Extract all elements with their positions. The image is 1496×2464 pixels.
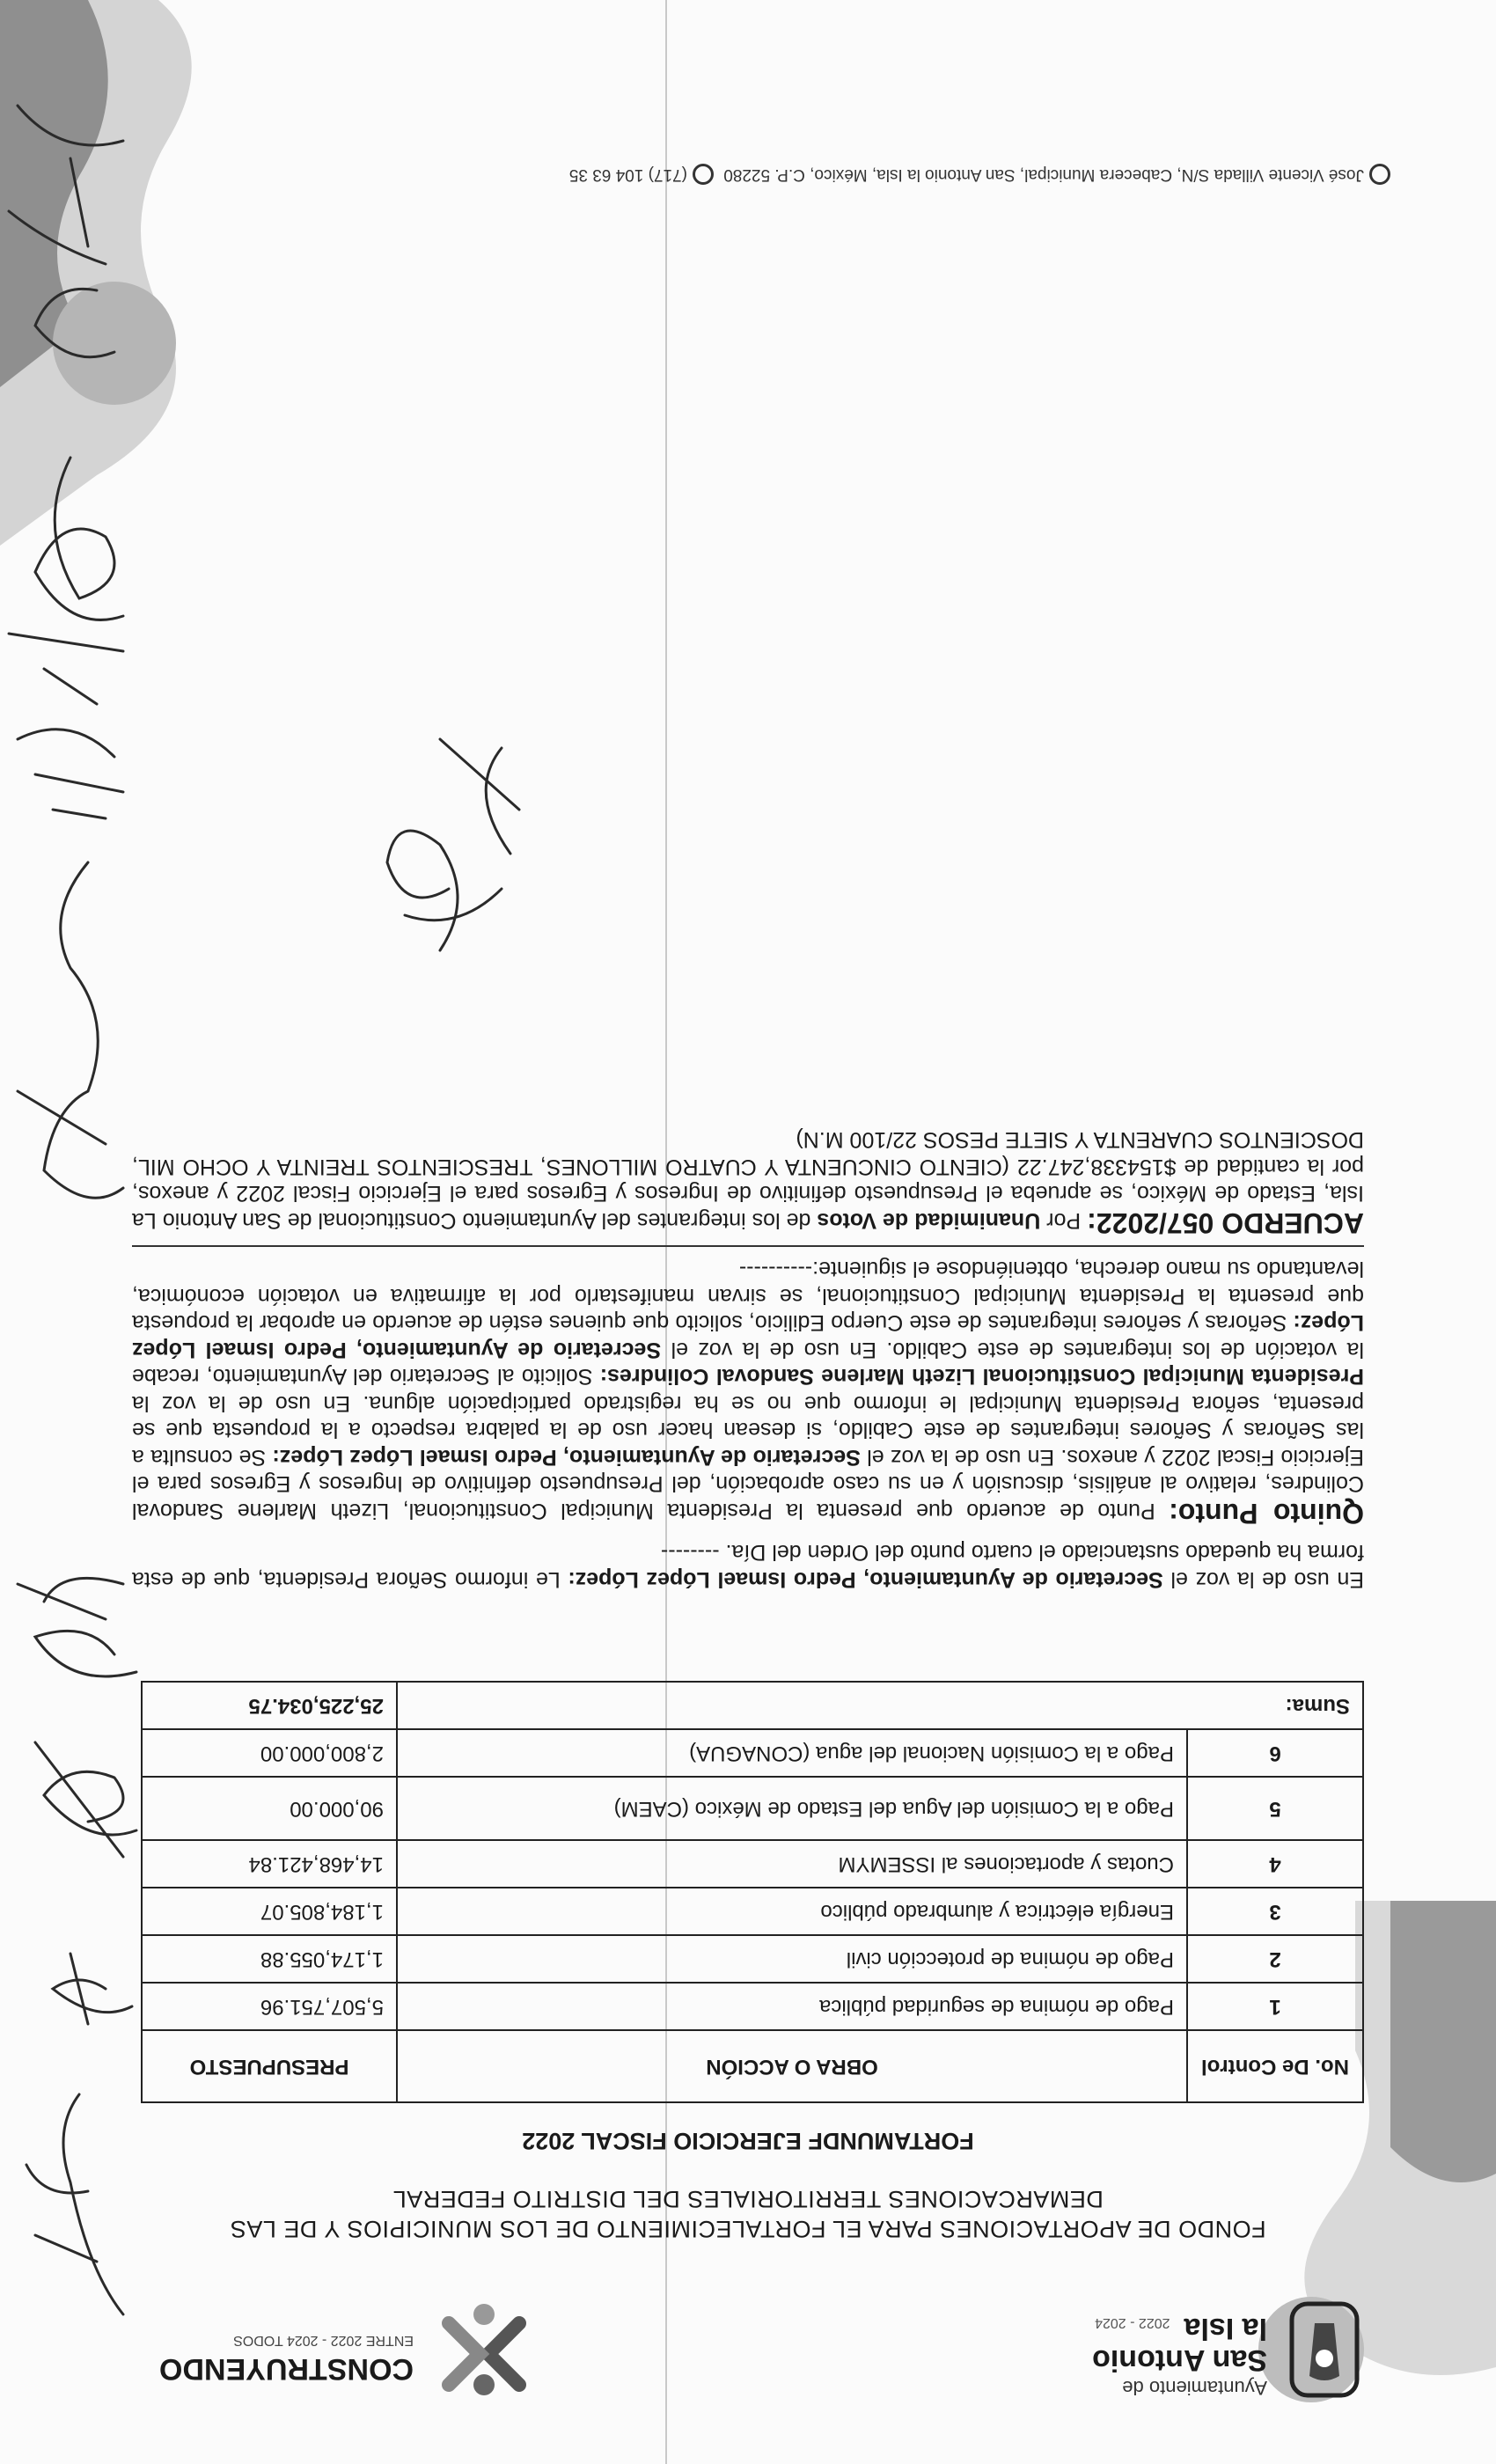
table-row <box>142 1777 1363 1840</box>
row-obra: Pago a la Comisión del Agua del Estado de México (CAEM) <box>397 1777 1187 1840</box>
municipality-logo <box>994 2288 1364 2402</box>
construyendo-emblem-icon <box>431 2297 537 2402</box>
header-no-control: No. De Control <box>1187 2030 1363 2102</box>
logo-years: 2022 - 2024 <box>1095 2315 1170 2330</box>
table-header-row <box>142 2030 1363 2102</box>
text-run: Señoras y señores integrantes de este Cuerpo Edilicio, solicito que quienes estén de acuerdo en aprobar la propuesta que presenta la Presidenta Municipal Constitucional, se sirvan manifestarlo por la afirmativa en votación económica, levantando su mano derecha, obteniéndose el siguiente:---------- <box>132 1257 1364 1336</box>
row-obra: Pago de nómina de seguridad pública <box>397 1983 1187 2030</box>
corner-decoration-bottom-right-icon <box>0 0 220 546</box>
construyendo-subtitle: ENTRE 2022 - 2024 TODOS <box>233 2333 414 2348</box>
table-row <box>142 1983 1363 2030</box>
secretary-name: Secretario de Ayuntamiento, Pedro Ismael López López: <box>272 1445 861 1470</box>
text-run: Solicito al Secretario del Ayuntamiento, recabe la votación de los integrantes de este Cabildo. En uso de la voz el <box>132 1338 1364 1390</box>
text-run: Por <box>1040 1208 1088 1233</box>
paragraph-acuerdo <box>131 1126 1364 1239</box>
logo-line3: la Isla <box>1184 2312 1267 2345</box>
quinto-punto-heading: Quinto Punto: <box>1169 1498 1364 1529</box>
row-monto: 14,468,421.84 <box>142 1840 397 1888</box>
row-obra: Pago a la Comisión Nacional del agua (CONAGUA) <box>397 1729 1187 1777</box>
row-monto: 2,800,000.00 <box>142 1729 397 1777</box>
fondo-title-line2: DEMARCACIONES TERRITORIALES DEL DISTRITO FEDERAL <box>392 2186 1104 2212</box>
row-no: 1 <box>1187 1983 1363 2030</box>
paragraph-quinto-punto <box>132 1256 1364 1527</box>
row-obra: Pago de nómina de protección civil <box>397 1935 1187 1983</box>
logo-line1: Ayuntamiento de <box>1122 2377 1267 2399</box>
row-monto: 5,507,751.96 <box>142 1983 397 2030</box>
text-run: Le informo Señora Presidenta, que de esta forma ha quedado sustanciado el cuarto punto del Orden del Día. -------- <box>132 1540 1364 1592</box>
fiscal-title: FORTAMUNDF EJERCICIO FISCAL 2022 <box>522 2128 974 2154</box>
table-row <box>142 1729 1363 1777</box>
acuerdo-heading: ACUERDO 057/2022: <box>1087 1207 1364 1239</box>
coat-of-arms-icon <box>1285 2297 1364 2402</box>
sum-label: Suma: <box>397 1682 1363 1729</box>
text-run: Se consulta a las Señoras y Señores integrantes de este Cabildo, si desean hacer uso de la palabra respecto a la propuesta que se presenta, señora Presidenta Municipal le informo que no se ha registrado participación alguna. En uso de la voz la <box>132 1391 1364 1470</box>
row-monto: 1,174,055.88 <box>142 1935 397 1983</box>
secretary-name: Secretario de Ayuntamiento, Pedro Ismael López López: <box>131 1310 1364 1362</box>
president-name: Presidenta Municipal Constitucional Lizeth Marlene Sandoval Colindres: <box>599 1364 1364 1390</box>
phone-icon <box>693 164 714 185</box>
text-run: de los integrantes del Ayuntamiento Constitucional de San Antonio La Isla, Estado de México, se aprueba el Presupuesto definitivo de Ingresos y Egresos para el Ejercicio Fiscal 2022 y anexos, por la cantidad de $154338,247.22 (CIENTO CINCUENTA Y CUATRO MILLONES, TRESCIENTOS TREINTA Y OCHO MIL, DOSCIENTOS CUARENTA Y SIETE PESOS 22/100 M.N) <box>131 1127 1364 1233</box>
table-row <box>142 1840 1363 1888</box>
row-monto: 1,184,805.07 <box>142 1888 397 1935</box>
sum-value: 25,225,034.75 <box>142 1682 397 1729</box>
row-obra: Energía eléctrica y alumbrado público <box>397 1888 1187 1935</box>
row-obra: Cuotas y aportaciones al ISSEMYM <box>397 1840 1187 1888</box>
footer-address-text: José Vicente Villada S/N, Cabecera Municipal, San Antonio la Isla, México, C.P. 52280 <box>723 165 1364 184</box>
row-no: 6 <box>1187 1729 1363 1777</box>
header-presupuesto: PRESUPUESTO <box>142 2030 397 2102</box>
construyendo-title: CONSTRUYENDO <box>158 2352 414 2386</box>
row-no: 5 <box>1187 1777 1363 1840</box>
logo-line2: San Antonio <box>1092 2343 1267 2377</box>
budget-table <box>141 1681 1364 2103</box>
paragraph-cuarto-punto <box>132 1539 1364 1593</box>
header-obra: OBRA O ACCIÓN <box>397 2030 1187 2102</box>
row-no: 4 <box>1187 1840 1363 1888</box>
footer-address <box>422 164 1390 185</box>
unanimidad-label: Unanimidad de Votos <box>817 1208 1041 1233</box>
fondo-title-line1: FONDO DE APORTACIONES PARA EL FORTALECIMIENTO DE LOS MUNICIPIOS Y DE LAS <box>230 2216 1266 2242</box>
table-row <box>142 1935 1363 1983</box>
construyendo-logo <box>132 2288 537 2402</box>
row-no: 2 <box>1187 1935 1363 1983</box>
table-row <box>142 1888 1363 1935</box>
row-monto: 90,000.00 <box>142 1777 397 1840</box>
row-no: 3 <box>1187 1888 1363 1935</box>
divider <box>132 1245 1364 1247</box>
fondo-title <box>158 2184 1338 2244</box>
text-run: Punto de acuerdo que presenta la Presidenta Municipal Constitucional, Lizeth Marlene Sandoval Colindres, relativo al análisis, discusión y en su caso aprobación, del Presupuesto definitivo de Ingresos y Egresos para el Ejercicio Fiscal 2022 y anexos. En uso de la voz el <box>131 1445 1364 1523</box>
location-pin-icon <box>1369 164 1390 185</box>
minutes-text <box>132 1114 1364 1593</box>
secretary-name: Secretario de Ayuntamiento, Pedro Ismael López López: <box>568 1567 1163 1592</box>
footer-phone: (717) 104 63 35 <box>568 165 687 184</box>
table-sum-row <box>142 1682 1363 1729</box>
text-run: En uso de la voz el <box>1162 1567 1364 1592</box>
